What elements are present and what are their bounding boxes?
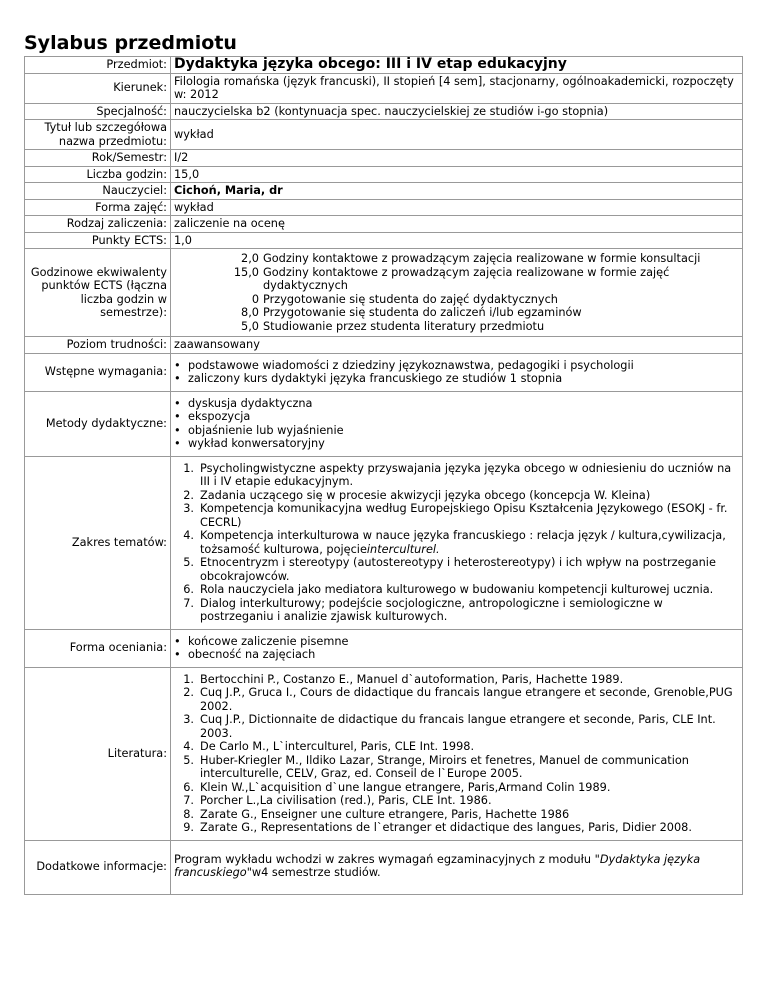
list-item-text: Kompetencja komunikacyjna według Europejskiego Opisu Kształcenia Językowego (ESOKJ - fr. CECRL) [200, 502, 728, 529]
label-specjalnosc: Specjalność: [25, 103, 171, 120]
list-item-italic: interculturel. [366, 542, 440, 556]
label-godzinowe: Godzinowe ekwiwalenty punktów ECTS (łączna liczba godzin w semestrze): [25, 249, 171, 337]
list-item: • wykład konwersatoryjny [174, 437, 739, 451]
value-forma: wykład [171, 199, 743, 216]
value-zakres [171, 456, 743, 629]
label-wstepne: Wstępne wymagania: [25, 353, 171, 391]
value-ocenianie [171, 629, 743, 667]
row-poziom [25, 337, 743, 354]
list-item-text: Zarate G., Representations de l`etranger et didactique des langues, Paris, Didier 2008. [200, 821, 692, 834]
list-item: • objaśnienie lub wyjaśnienie [174, 424, 739, 438]
row-rok [25, 150, 743, 167]
list-item-text: Etnocentryzm i stereotypy (autostereotypy i heterostereotypy) i ich wpływ na postrzeganie obcokrajowców. [200, 556, 716, 583]
ects-item [174, 306, 739, 320]
label-literatura: Literatura: [25, 667, 171, 840]
value-nauczyciel: Cichoń, Maria, dr [171, 183, 743, 200]
list-item: 8. Zarate G., Enseigner une culture etrangere, Paris, Hachette 1986 [183, 807, 570, 821]
list-item-text: Porcher L.,La civilisation (red.), Paris, CLE Int. 1986. [200, 794, 492, 807]
label-forma: Forma zajęć: [25, 199, 171, 216]
label-nauczyciel: Nauczyciel: [25, 183, 171, 200]
row-godzinowe [25, 249, 743, 337]
list-item: 5. Huber-Kriegler M., Ildiko Lazar, Strange, Miroirs et fenetres, Manuel de communication interculturelle, CELV, Graz, ed. Conseil de l`Europe 2005. [183, 753, 689, 780]
list-item: 7. Porcher L.,La civilisation (red.), Paris, CLE Int. 1986. [183, 794, 492, 807]
row-ocenianie [25, 629, 743, 667]
list-item: 9. Zarate G., Representations de l`etranger et didactique des langues, Paris, Didier 2008. [183, 821, 692, 834]
label-dodatkowe: Dodatkowe informacje: [25, 840, 171, 894]
row-dodatkowe [25, 840, 743, 894]
value-kierunek: Filologia romańska (język francuski), II stopień [4 sem], stacjonarny, ogólnoakademicki, rozpoczęty w: 2012 [171, 73, 743, 103]
label-rodzaj: Rodzaj zaliczenia: [25, 216, 171, 233]
list-item: 3. Kompetencja komunikacyjna według Europejskiego Opisu Kształcenia Językowego (ESOKJ - fr. CECRL) [183, 502, 728, 529]
list-item-text: Rola nauczyciela jako mediatora kulturowego w budowaniu kompetencji kulturowej ucznia. [200, 583, 714, 596]
ects-text: Przygotowanie się studenta do zajęć dydaktycznych [263, 292, 558, 306]
value-tytul: wykład [171, 120, 743, 150]
list-item-text: Bertocchini P., Costanzo E., Manuel d`autoformation, Paris, Hachette 1989. [200, 672, 624, 686]
list-item: • dyskusja dydaktyczna [174, 397, 739, 411]
list-item-text: Psycholingwistyczne aspekty przyswajania języka języka obcego w odniesieniu do uczniów na III i IV etapie edukacyjnym. [200, 461, 732, 488]
info-text-italic: Dydaktyka języka francuskiego [174, 852, 701, 879]
list-item: • ekspozycja [174, 410, 739, 424]
list-item: 7. Dialog interkulturowy; podejście socjologiczne, antropologiczne i semiologiczne w postrzeganiu i analizie zjawisk kulturowych. [183, 596, 663, 623]
list-item-text: Zarate G., Enseigner une culture etrangere, Paris, Hachette 1986 [200, 807, 570, 821]
list-item: 5. Etnocentryzm i stereotypy (autostereotypy i heterostereotypy) i ich wpływ na postrzeganie obcokrajowców. [183, 556, 716, 583]
row-forma [25, 199, 743, 216]
label-kierunek: Kierunek: [25, 73, 171, 103]
ects-hours: 8,0 [241, 306, 259, 319]
label-zakres: Zakres tematów: [25, 456, 171, 629]
value-dodatkowe [171, 840, 743, 894]
value-literatura [171, 667, 743, 840]
info-text-after: "w4 semestrze studiów. [246, 866, 381, 879]
label-metody: Metody dydaktyczne: [25, 391, 171, 456]
label-liczba: Liczba godzin: [25, 166, 171, 183]
row-punkty [25, 232, 743, 249]
label-punkty: Punkty ECTS: [25, 232, 171, 249]
list-item: 6. Rola nauczyciela jako mediatora kulturowego w budowaniu kompetencji kulturowej ucznia. [183, 583, 714, 596]
ects-hours: 2,0 [241, 252, 259, 265]
list-item-text: Zadania uczącego się w procesie akwizycji języka obcego (koncepcja W. Kleina) [200, 488, 651, 502]
label-poziom: Poziom trudności: [25, 337, 171, 354]
list-item-text: Huber-Kriegler M., Ildiko Lazar, Strange, Miroirs et fenetres, Manuel de communication interculturelle, CELV, Graz, ed. Conseil de l`Europe 2005. [200, 753, 689, 780]
list-item: 1. Bertocchini P., Costanzo E., Manuel d`autoformation, Paris, Hachette 1989. [183, 672, 624, 686]
list-item: • podstawowe wiadomości z dziedziny językoznawstwa, pedagogiki i psychologii [174, 359, 739, 373]
value-godzinowe [171, 249, 743, 337]
row-tytul [25, 120, 743, 150]
list-item: 3. Cuq J.P., Dictionnaite de didactique du francais langue etrangere et seconde, Paris, CLE Int. 2003. [183, 713, 716, 740]
list-item-text: Cuq J.P., Gruca I., Cours de didactique du francais langue etrangere et seconde, Grenoble,PUG 2002. [200, 686, 733, 713]
list-item-text: Cuq J.P., Dictionnaite de didactique du francais langue etrangere et seconde, Paris, CLE Int. 2003. [200, 713, 716, 740]
row-literatura [25, 667, 743, 840]
syllabus-table [24, 56, 743, 895]
list-item: 4. De Carlo M., L`interculturel, Paris, CLE Int. 1998. [183, 740, 475, 753]
row-zakres [25, 456, 743, 629]
value-wstepne [171, 353, 743, 391]
value-liczba: 15,0 [171, 166, 743, 183]
row-kierunek [25, 73, 743, 103]
course-name: Dydaktyka języka obcego: III i IV etap edukacyjny [171, 57, 743, 74]
list-item: 2. Cuq J.P., Gruca I., Cours de didactique du francais langue etrangere et seconde, Grenoble,PUG 2002. [183, 686, 733, 713]
value-rok: I/2 [171, 150, 743, 167]
label-przedmiot: Przedmiot: [25, 57, 171, 74]
list-item-text: De Carlo M., L`interculturel, Paris, CLE Int. 1998. [200, 740, 475, 753]
value-specjalnosc: nauczycielska b2 (kontynuacja spec. nauczycielskiej ze studiów i-go stopnia) [171, 103, 743, 120]
list-item: • zaliczony kurs dydaktyki języka francuskiego ze studiów 1 stopnia [174, 372, 739, 386]
row-przedmiot [25, 57, 743, 74]
ects-text: Godziny kontaktowe z prowadzącym zajęcia realizowane w formie zajęć dydaktycznych [263, 265, 670, 292]
ects-item [174, 266, 739, 293]
ects-text: Studiowanie przez studenta literatury przedmiotu [263, 319, 545, 333]
label-ocenianie: Forma oceniania: [25, 629, 171, 667]
value-punkty: 1,0 [171, 232, 743, 249]
ects-item [174, 320, 739, 334]
ects-hours: 5,0 [241, 319, 259, 333]
ects-hours: 0 [251, 292, 259, 306]
info-text-before: Program wykładu wchodzi w zakres wymagań egzaminacyjnych z modułu " [174, 852, 600, 866]
ects-text: Przygotowanie się studenta do zaliczeń i/lub egzaminów [263, 306, 582, 319]
row-liczba [25, 166, 743, 183]
ects-item [174, 293, 739, 307]
row-specjalnosc [25, 103, 743, 120]
ects-item [174, 252, 739, 266]
list-item: 6. Klein W.,L`acquisition d`une langue etrangere, Paris,Armand Colin 1989. [183, 780, 611, 794]
row-metody [25, 391, 743, 456]
page-title: Sylabus przedmiotu [24, 32, 237, 54]
ects-hours: 15,0 [233, 265, 259, 279]
list-item: 2. Zadania uczącego się w procesie akwizycji języka obcego (koncepcja W. Kleina) [183, 488, 651, 502]
list-item-text: Dialog interkulturowy; podejście socjologiczne, antropologiczne i semiologiczne w postrzeganiu i analizie zjawisk kulturowych. [200, 596, 663, 623]
row-wstepne [25, 353, 743, 391]
ects-text: Godziny kontaktowe z prowadzącym zajęcia realizowane w formie konsultacji [263, 252, 701, 265]
list-item: 4. Kompetencja interkulturowa w nauce języka francuskiego : relacja język / kultura,cywilizacja, tożsamość kulturowa, pojęcieinterculturel. [183, 529, 726, 556]
value-metody [171, 391, 743, 456]
list-item-text: Kompetencja interkulturowa w nauce języka francuskiego : relacja język / kultura,cywilizacja, tożsamość kulturowa, pojęcie [200, 529, 726, 556]
value-poziom: zaawansowany [171, 337, 743, 354]
row-rodzaj [25, 216, 743, 233]
label-tytul: Tytuł lub szczegółowa nazwa przedmiotu: [25, 120, 171, 150]
list-item: • końcowe zaliczenie pisemne [174, 635, 739, 649]
label-rok: Rok/Semestr: [25, 150, 171, 167]
list-item: • obecność na zajęciach [174, 648, 739, 662]
list-item-text: Klein W.,L`acquisition d`une langue etrangere, Paris,Armand Colin 1989. [200, 780, 611, 794]
list-item: 1. Psycholingwistyczne aspekty przyswajania języka języka obcego w odniesieniu do uczniów na III i IV etapie edukacyjnym. [183, 461, 732, 488]
row-nauczyciel [25, 183, 743, 200]
value-rodzaj: zaliczenie na ocenę [171, 216, 743, 233]
